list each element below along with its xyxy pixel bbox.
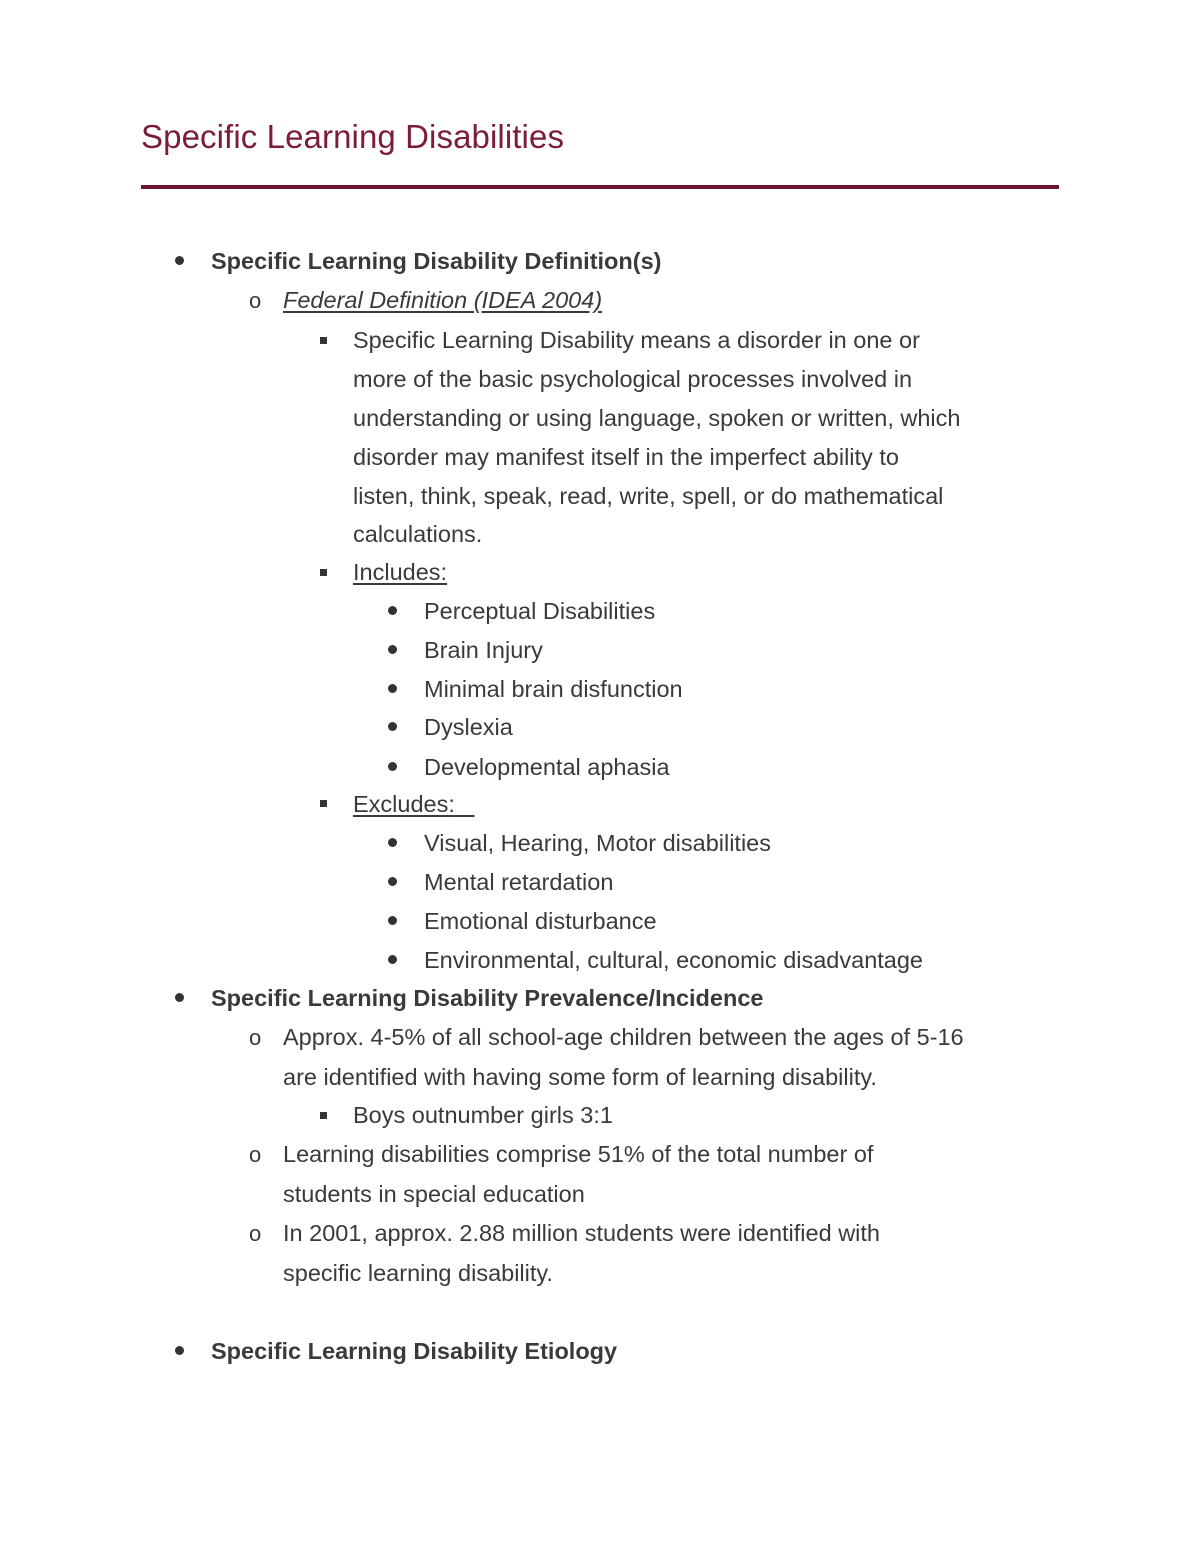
definition-line: listen, think, speak, read, write, spell, or do mathematical: [353, 483, 944, 509]
definition-line: calculations.: [353, 521, 483, 547]
includes-item: Minimal brain disfunction: [424, 676, 683, 702]
excludes-label: Excludes:: [353, 791, 455, 817]
bullet-dot-icon: [388, 684, 397, 693]
bullet-circle-icon: o: [249, 1025, 262, 1050]
prevalence-text: Learning disabilities comprise 51% of the total number of: [283, 1141, 874, 1167]
bullet-dot-icon: [388, 762, 397, 771]
bullet-square-icon: [320, 1112, 327, 1119]
section-heading-prevalence: Specific Learning Disability Prevalence/Incidence: [211, 985, 764, 1011]
definition-line: understanding or using language, spoken or written, which: [353, 405, 961, 431]
bullet-dot-icon: [175, 993, 184, 1002]
bullet-circle-icon: o: [249, 1142, 262, 1167]
definition-line: Specific Learning Disability means a disorder in one or: [353, 327, 920, 353]
bullet-dot-icon: [175, 1346, 184, 1355]
bullet-circle-icon: o: [249, 1221, 262, 1246]
includes-label: Includes:: [353, 559, 448, 585]
federal-definition-label: Federal Definition (IDEA 2004): [283, 287, 603, 313]
section-heading-definition: Specific Learning Disability Definition(s): [211, 248, 662, 274]
bullet-dot-icon: [388, 838, 397, 847]
excludes-item: Emotional disturbance: [424, 908, 657, 934]
includes-item: Dyslexia: [424, 714, 513, 740]
excludes-item: Mental retardation: [424, 869, 614, 895]
bullet-square-icon: [320, 569, 327, 576]
includes-item: Developmental aphasia: [424, 754, 670, 780]
includes-item: Brain Injury: [424, 637, 543, 663]
section-heading-etiology: Specific Learning Disability Etiology: [211, 1338, 618, 1364]
prevalence-text: Approx. 4-5% of all school-age children between the ages of 5-16: [283, 1024, 964, 1050]
includes-item: Perceptual Disabilities: [424, 598, 656, 624]
bullet-dot-icon: [388, 955, 397, 964]
excludes-item: Environmental, cultural, economic disadvantage: [424, 947, 923, 973]
bullet-dot-icon: [388, 645, 397, 654]
prevalence-text: students in special education: [283, 1181, 585, 1207]
bullet-circle-icon: o: [249, 288, 262, 313]
prevalence-text: are identified with having some form of learning disability.: [283, 1064, 877, 1090]
bullet-dot-icon: [175, 256, 184, 265]
title-divider: [141, 185, 1059, 189]
prevalence-text: In 2001, approx. 2.88 million students were identified with: [283, 1220, 880, 1246]
prevalence-subitem: Boys outnumber girls 3:1: [353, 1102, 613, 1128]
bullet-square-icon: [320, 800, 327, 807]
definition-line: disorder may manifest itself in the imperfect ability to: [353, 444, 899, 470]
bullet-dot-icon: [388, 916, 397, 925]
bullet-dot-icon: [388, 722, 397, 731]
bullet-dot-icon: [388, 606, 397, 615]
bullet-square-icon: [320, 337, 327, 344]
bullet-dot-icon: [388, 877, 397, 886]
definition-line: more of the basic psychological processes involved in: [353, 366, 913, 392]
prevalence-text: specific learning disability.: [283, 1260, 553, 1286]
excludes-item: Visual, Hearing, Motor disabilities: [424, 830, 772, 856]
page-title: Specific Learning Disabilities: [141, 118, 565, 155]
